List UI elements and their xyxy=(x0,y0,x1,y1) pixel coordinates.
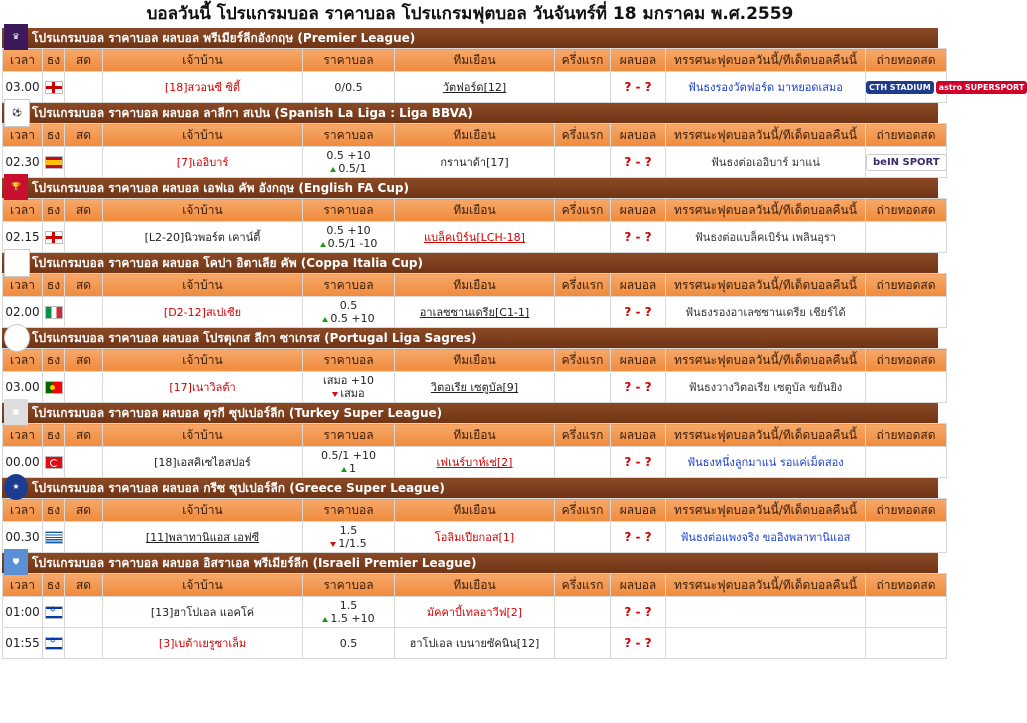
odds-line-top: 0.5 xyxy=(339,636,358,650)
tv-cell xyxy=(866,147,947,178)
header-analysis: ทรรศนะฟุตบอลวันนี้/ทีเด็ดบอลคืนนี้ xyxy=(666,424,866,447)
israel-league-logo: ⛊ xyxy=(4,549,28,575)
header-live: สด xyxy=(65,574,103,597)
header-tv: ถ่ายทอดสด xyxy=(866,274,947,297)
league-title: โปรแกรมบอล ราคาบอล ผลบอล กรีซ ซุปเปอร์ลีก (Greece Super League) xyxy=(32,481,445,495)
odds-value: เสมอ xyxy=(340,387,365,400)
kickoff-time: 02.15 xyxy=(3,222,43,253)
header-analysis: ทรรศนะฟุตบอลวันนี้/ทีเด็ดบอลคืนนี้ xyxy=(666,124,866,147)
header-odds: ราคาบอล xyxy=(303,349,395,372)
tv-cell xyxy=(866,72,1025,103)
header-time: เวลา xyxy=(3,349,43,372)
analysis-link[interactable]: ฟันธงหนึ่งลูกมาแน่ รอแค่เม็ดสอง xyxy=(687,456,844,469)
table-header-row xyxy=(3,499,947,522)
header-time: เวลา xyxy=(3,124,43,147)
home-team-cell xyxy=(103,297,303,328)
home-team-link[interactable]: [7]เออิบาร์ xyxy=(176,156,229,169)
header-home: เจ้าบ้าน xyxy=(103,424,303,447)
home-team-link[interactable]: [D2-12]สเปเซีย xyxy=(163,306,242,319)
header-home: เจ้าบ้าน xyxy=(103,499,303,522)
away-team-link[interactable]: ฮาโปเอล เบนายซัคนิน[12] xyxy=(409,637,540,650)
header-away: ทีมเยือน xyxy=(395,199,555,222)
kickoff-time: 03.00 xyxy=(3,372,43,403)
fixtures-table xyxy=(2,423,947,478)
arrow-up-icon xyxy=(341,467,347,472)
analysis-link[interactable]: ฟันธงต่อแพงจริง ขออิงพลาทานิแอส xyxy=(680,531,851,544)
match-row xyxy=(3,72,947,103)
match-row xyxy=(3,447,947,478)
away-team-link[interactable]: อาเลซซานเดรีย[C1-1] xyxy=(419,306,530,319)
match-row xyxy=(3,597,947,628)
odds-cell xyxy=(303,72,395,103)
header-analysis: ทรรศนะฟุตบอลวันนี้/ทีเด็ดบอลคืนนี้ xyxy=(666,499,866,522)
away-team-cell xyxy=(395,522,555,553)
analysis-cell xyxy=(666,147,866,178)
turkey-league-logo: ▣ xyxy=(4,399,28,425)
away-team-cell xyxy=(395,72,555,103)
header-time: เวลา xyxy=(3,424,43,447)
result-score: ? - ? xyxy=(611,297,666,328)
header-half: ครึ่งแรก xyxy=(555,424,611,447)
league-title: โปรแกรมบอล ราคาบอล ผลบอล ตุรกี ซุปเปอร์ลีก (Turkey Super League) xyxy=(32,406,443,420)
table-header-row xyxy=(3,274,947,297)
odds-cell xyxy=(303,628,395,659)
league-title: โปรแกรมบอล ราคาบอล ผลบอล เอฟเอ คัพ อังกฤษ (English FA Cup) xyxy=(32,181,409,195)
league-section xyxy=(2,553,938,659)
home-team-link[interactable]: [13]ฮาโปเอล แอคโค่ xyxy=(150,606,255,619)
half-time-cell xyxy=(555,147,611,178)
greece-flag xyxy=(45,531,63,544)
home-team-cell xyxy=(103,72,303,103)
result-score: ? - ? xyxy=(611,447,666,478)
half-time-cell xyxy=(555,72,611,103)
header-tv: ถ่ายทอดสด xyxy=(866,424,947,447)
header-odds: ราคาบอล xyxy=(303,199,395,222)
league-header[interactable] xyxy=(2,478,938,498)
odds-line-bottom xyxy=(303,612,394,625)
analysis-cell xyxy=(666,628,866,659)
israel-flag xyxy=(45,637,63,650)
kickoff-time: 02.00 xyxy=(3,297,43,328)
odds-line-top: 1.5 xyxy=(339,524,358,537)
half-time-cell xyxy=(555,222,611,253)
league-title: โปรแกรมบอล ราคาบอล ผลบอล อิสราเอล พรีเมียร์ลีก (Israeli Premier League) xyxy=(32,556,477,570)
header-live: สด xyxy=(65,349,103,372)
bein-sport-logo[interactable]: beIN SPORT xyxy=(866,154,947,171)
league-header[interactable] xyxy=(2,28,938,48)
home-team-link[interactable]: [3]เบต้าเยรูซาเล็ม xyxy=(158,637,247,650)
header-home: เจ้าบ้าน xyxy=(103,349,303,372)
analysis-link[interactable]: ฟันธงรองวัตฟอร์ด มาหยอดเสมอ xyxy=(688,81,843,94)
away-team-cell xyxy=(395,147,555,178)
table-header-row xyxy=(3,349,947,372)
league-header[interactable] xyxy=(2,403,938,423)
odds-line-top: 0/0.5 xyxy=(334,80,363,94)
match-row xyxy=(3,628,947,659)
header-analysis: ทรรศนะฟุตบอลวันนี้/ทีเด็ดบอลคืนนี้ xyxy=(666,274,866,297)
header-result: ผลบอล xyxy=(611,199,666,222)
result-score: ? - ? xyxy=(611,72,666,103)
fixtures-table xyxy=(2,348,947,403)
portugal-flag xyxy=(45,381,63,394)
away-team-link[interactable]: มัคคาบี้เทลอาวีฟ[2] xyxy=(426,606,523,619)
header-flag: ธง xyxy=(43,199,65,222)
analysis-cell xyxy=(666,447,866,478)
home-team-link[interactable]: [18]สวอนซี ซิตี้ xyxy=(164,81,241,94)
flag-cell xyxy=(43,222,65,253)
fa-cup-logo: 🏆 xyxy=(4,174,28,200)
analysis-link[interactable]: ฟันธงวางวิตอเรีย เซตูบัล ขยันยิง xyxy=(688,381,843,394)
header-live: สด xyxy=(65,274,103,297)
header-tv: ถ่ายทอดสด xyxy=(866,199,947,222)
fixtures-table xyxy=(2,498,947,553)
header-half: ครึ่งแรก xyxy=(555,199,611,222)
live-cell xyxy=(65,522,103,553)
odds-line-bottom xyxy=(303,312,394,325)
half-time-cell xyxy=(555,628,611,659)
away-team-link[interactable]: กรานาด้า[17] xyxy=(440,156,509,169)
away-team-cell xyxy=(395,597,555,628)
header-live: สด xyxy=(65,49,103,72)
result-score: ? - ? xyxy=(611,147,666,178)
arrow-up-icon xyxy=(322,317,328,322)
odds-line-bottom xyxy=(303,387,394,400)
home-team-cell xyxy=(103,628,303,659)
header-result: ผลบอล xyxy=(611,274,666,297)
header-away: ทีมเยือน xyxy=(395,124,555,147)
header-analysis: ทรรศนะฟุตบอลวันนี้/ทีเด็ดบอลคืนนี้ xyxy=(666,49,866,72)
header-result: ผลบอล xyxy=(611,49,666,72)
home-team-link[interactable]: [L2-20]นิวพอร์ต เคาน์ตี้ xyxy=(144,231,261,244)
flag-cell xyxy=(43,628,65,659)
league-section xyxy=(2,103,938,178)
result-score: ? - ? xyxy=(611,628,666,659)
away-team-link[interactable]: เฟเนร์บาห์เช่[2] xyxy=(436,456,513,469)
flag-cell xyxy=(43,447,65,478)
spain-flag xyxy=(45,156,63,169)
table-header-row xyxy=(3,49,947,72)
kickoff-time: 01:55 xyxy=(3,628,43,659)
table-header-row xyxy=(3,124,947,147)
arrow-down-icon xyxy=(332,392,338,397)
header-away: ทีมเยือน xyxy=(395,349,555,372)
away-team-cell xyxy=(395,372,555,403)
header-odds: ราคาบอล xyxy=(303,499,395,522)
away-team-link[interactable]: วัตฟอร์ด[12] xyxy=(442,81,507,94)
half-time-cell xyxy=(555,597,611,628)
result-score: ? - ? xyxy=(611,522,666,553)
home-team-link[interactable]: [11]พลาทานิแอส เอฟซี xyxy=(145,531,260,544)
israel-flag xyxy=(45,606,63,619)
header-result: ผลบอล xyxy=(611,499,666,522)
flag-cell xyxy=(43,72,65,103)
away-team-cell xyxy=(395,447,555,478)
england-flag xyxy=(45,231,63,244)
tv-cell xyxy=(866,522,947,553)
header-odds: ราคาบอล xyxy=(303,574,395,597)
cth-stadium-logo[interactable]: CTH STADIUM xyxy=(866,81,934,94)
result-score: ? - ? xyxy=(611,597,666,628)
header-result: ผลบอล xyxy=(611,124,666,147)
header-analysis: ทรรศนะฟุตบอลวันนี้/ทีเด็ดบอลคืนนี้ xyxy=(666,199,866,222)
analysis-cell xyxy=(666,222,866,253)
coppa-italia-logo: ✪ xyxy=(4,249,30,277)
header-away: ทีมเยือน xyxy=(395,499,555,522)
analysis-cell xyxy=(666,297,866,328)
half-time-cell xyxy=(555,297,611,328)
home-team-cell xyxy=(103,522,303,553)
home-team-cell xyxy=(103,447,303,478)
odds-line-top: 0.5 xyxy=(339,299,358,312)
analysis-cell xyxy=(666,372,866,403)
tv-cell xyxy=(866,297,947,328)
premier-league-logo: ♛ xyxy=(4,24,28,50)
result-score: ? - ? xyxy=(611,222,666,253)
odds-line-bottom xyxy=(303,237,394,250)
turkey-flag xyxy=(45,456,63,469)
league-section xyxy=(2,28,1025,103)
odds-cell xyxy=(303,222,395,253)
arrow-up-icon xyxy=(320,242,326,247)
odds-value: 0.5 +10 xyxy=(330,312,375,325)
header-half: ครึ่งแรก xyxy=(555,499,611,522)
odds-value: 0.5/1 xyxy=(338,162,367,175)
table-header-row xyxy=(3,199,947,222)
match-row xyxy=(3,522,947,553)
header-time: เวลา xyxy=(3,499,43,522)
odds-value: 1/1.5 xyxy=(338,537,367,550)
kickoff-time: 03.00 xyxy=(3,72,43,103)
header-live: สด xyxy=(65,199,103,222)
away-team-cell xyxy=(395,222,555,253)
header-flag: ธง xyxy=(43,349,65,372)
odds-line-top: เสมอ +10 xyxy=(322,374,375,387)
away-team-link[interactable]: โอลิมเปียกอส[1] xyxy=(434,531,515,544)
table-header-row xyxy=(3,574,947,597)
header-result: ผลบอล xyxy=(611,574,666,597)
header-analysis: ทรรศนะฟุตบอลวันนี้/ทีเด็ดบอลคืนนี้ xyxy=(666,349,866,372)
home-team-cell xyxy=(103,597,303,628)
header-result: ผลบอล xyxy=(611,349,666,372)
league-title: โปรแกรมบอล ราคาบอล ผลบอล โคปา อิตาเลีย คัพ (Coppa Italia Cup) xyxy=(32,256,424,270)
league-title: โปรแกรมบอล ราคาบอล ผลบอล พรีเมียร์ลีกอังกฤษ (Premier League) xyxy=(32,31,416,45)
away-team-cell xyxy=(395,297,555,328)
header-flag: ธง xyxy=(43,49,65,72)
fixtures-table xyxy=(2,273,947,328)
home-team-cell xyxy=(103,222,303,253)
kickoff-time: 00.00 xyxy=(3,447,43,478)
league-section xyxy=(2,403,938,478)
tv-cell xyxy=(866,447,947,478)
header-flag: ธง xyxy=(43,274,65,297)
header-odds: ราคาบอล xyxy=(303,124,395,147)
header-odds: ราคาบอล xyxy=(303,49,395,72)
analysis-cell xyxy=(666,522,866,553)
odds-cell xyxy=(303,597,395,628)
half-time-cell xyxy=(555,372,611,403)
live-cell xyxy=(65,72,103,103)
header-half: ครึ่งแรก xyxy=(555,574,611,597)
league-section xyxy=(2,478,938,553)
header-home: เจ้าบ้าน xyxy=(103,49,303,72)
header-flag: ธง xyxy=(43,124,65,147)
match-row xyxy=(3,297,947,328)
result-score: ? - ? xyxy=(611,372,666,403)
league-header[interactable] xyxy=(2,103,938,123)
fixtures-table xyxy=(2,198,947,253)
header-analysis: ทรรศนะฟุตบอลวันนี้/ทีเด็ดบอลคืนนี้ xyxy=(666,574,866,597)
header-half: ครึ่งแรก xyxy=(555,349,611,372)
header-time: เวลา xyxy=(3,49,43,72)
header-time: เวลา xyxy=(3,574,43,597)
header-tv: ถ่ายทอดสด xyxy=(866,124,947,147)
league-header[interactable] xyxy=(2,253,938,273)
header-tv: ถ่ายทอดสด xyxy=(866,574,947,597)
analysis-cell xyxy=(666,597,866,628)
league-section xyxy=(2,328,938,403)
header-tv: ถ่ายทอดสด xyxy=(866,349,947,372)
header-time: เวลา xyxy=(3,274,43,297)
league-title: โปรแกรมบอล ราคาบอล ผลบอล โปรตุเกส ลีกา ซาเกรส (Portugal Liga Sagres) xyxy=(32,331,477,345)
analysis-link[interactable]: ฟันธงรองอาเลซซานเดรีย เชียร์ได้ xyxy=(685,306,846,319)
half-time-cell xyxy=(555,522,611,553)
odds-cell xyxy=(303,147,395,178)
flag-cell xyxy=(43,147,65,178)
league-header[interactable] xyxy=(2,178,938,198)
header-away: ทีมเยือน xyxy=(395,49,555,72)
header-away: ทีมเยือน xyxy=(395,274,555,297)
half-time-cell xyxy=(555,447,611,478)
header-flag: ธง xyxy=(43,499,65,522)
away-team-cell xyxy=(395,628,555,659)
home-team-cell xyxy=(103,147,303,178)
away-team-link[interactable]: แบล็คเบิร์น[LCH-18] xyxy=(424,231,525,244)
header-live: สด xyxy=(65,499,103,522)
odds-line-bottom xyxy=(303,162,394,175)
away-team-link[interactable]: วิตอเรีย เซตูบัล[9] xyxy=(430,381,519,394)
header-result: ผลบอล xyxy=(611,424,666,447)
odds-cell xyxy=(303,372,395,403)
italy-flag xyxy=(45,306,63,319)
header-odds: ราคาบอล xyxy=(303,274,395,297)
header-half: ครึ่งแรก xyxy=(555,274,611,297)
live-cell xyxy=(65,628,103,659)
analysis-cell xyxy=(666,72,866,103)
header-time: เวลา xyxy=(3,199,43,222)
flag-cell xyxy=(43,522,65,553)
odds-line-top: 1.5 xyxy=(339,599,358,612)
league-list xyxy=(0,28,1025,659)
analysis-link[interactable]: ฟันธงต่อแบล็คเบิร์น เพลินอุรา xyxy=(695,231,836,244)
page-title: บอลวันนี้ โปรแกรมบอล ราคาบอล โปรแกรมฟุตบอล วันจันทร์ที่ 18 มกราคม พ.ศ.2559 xyxy=(146,4,794,24)
live-cell xyxy=(65,447,103,478)
header-live: สด xyxy=(65,424,103,447)
header-live: สด xyxy=(65,124,103,147)
arrow-up-icon xyxy=(322,617,328,622)
live-cell xyxy=(65,222,103,253)
match-row xyxy=(3,372,947,403)
header-flag: ธง xyxy=(43,424,65,447)
home-team-cell xyxy=(103,372,303,403)
header-tv: ถ่ายทอดสด xyxy=(866,49,947,72)
header-away: ทีมเยือน xyxy=(395,424,555,447)
flag-cell xyxy=(43,597,65,628)
header-away: ทีมเยือน xyxy=(395,574,555,597)
live-cell xyxy=(65,372,103,403)
league-section xyxy=(2,178,938,253)
odds-cell xyxy=(303,297,395,328)
tv-cell xyxy=(866,597,947,628)
live-cell xyxy=(65,597,103,628)
analysis-link[interactable]: ฟันธงต่อเออิบาร์ มาแน่ xyxy=(711,156,820,169)
header-home: เจ้าบ้าน xyxy=(103,574,303,597)
league-header[interactable] xyxy=(2,553,938,573)
arrow-up-icon xyxy=(330,167,336,172)
odds-line-bottom xyxy=(303,537,394,550)
odds-cell xyxy=(303,447,395,478)
england-flag xyxy=(45,81,63,94)
fixtures-table xyxy=(2,573,947,659)
league-title: โปรแกรมบอล ราคาบอล ผลบอล ลาลีกา สเปน (Spanish La Liga : Liga BBVA) xyxy=(32,106,473,120)
astro-supersport-logo[interactable]: astro SUPERSPORT xyxy=(936,81,1027,94)
odds-value: 1.5 +10 xyxy=(330,612,375,625)
header-flag: ธง xyxy=(43,574,65,597)
header-odds: ราคาบอล xyxy=(303,424,395,447)
odds-value: 0.5/1 -10 xyxy=(327,237,378,250)
match-row xyxy=(3,222,947,253)
home-team-link[interactable]: [18]เอสคิเซไฮสปอร์ xyxy=(154,456,251,469)
tv-cell xyxy=(866,628,947,659)
header-home: เจ้าบ้าน xyxy=(103,274,303,297)
header-half: ครึ่งแรก xyxy=(555,124,611,147)
tv-cell xyxy=(866,372,947,403)
header-home: เจ้าบ้าน xyxy=(103,199,303,222)
match-row xyxy=(3,147,947,178)
tv-cell xyxy=(866,222,947,253)
la-liga-logo: ⚽ xyxy=(4,99,30,127)
live-cell xyxy=(65,297,103,328)
odds-line-top: 0.5/1 +10 xyxy=(321,449,376,462)
flag-cell xyxy=(43,297,65,328)
greece-league-logo: ★ xyxy=(4,474,28,500)
live-cell xyxy=(65,147,103,178)
kickoff-time: 00.30 xyxy=(3,522,43,553)
fixtures-table xyxy=(2,123,947,178)
kickoff-time: 01:00 xyxy=(3,597,43,628)
table-header-row xyxy=(3,424,947,447)
odds-value: 1 xyxy=(349,462,356,475)
header-tv: ถ่ายทอดสด xyxy=(866,499,947,522)
odds-line-top: 0.5 +10 xyxy=(326,224,371,237)
header-half: ครึ่งแรก xyxy=(555,49,611,72)
liga-sagres-logo: ◉ xyxy=(4,324,30,352)
league-header[interactable] xyxy=(2,328,938,348)
kickoff-time: 02.30 xyxy=(3,147,43,178)
fixtures-table xyxy=(2,48,1025,103)
arrow-down-icon xyxy=(330,542,336,547)
home-team-link[interactable]: [17]เนาวิลต้า xyxy=(169,381,236,394)
header-home: เจ้าบ้าน xyxy=(103,124,303,147)
odds-cell xyxy=(303,522,395,553)
odds-line-bottom xyxy=(303,462,394,475)
league-section xyxy=(2,253,938,328)
odds-line-top: 0.5 +10 xyxy=(326,149,371,162)
flag-cell xyxy=(43,372,65,403)
